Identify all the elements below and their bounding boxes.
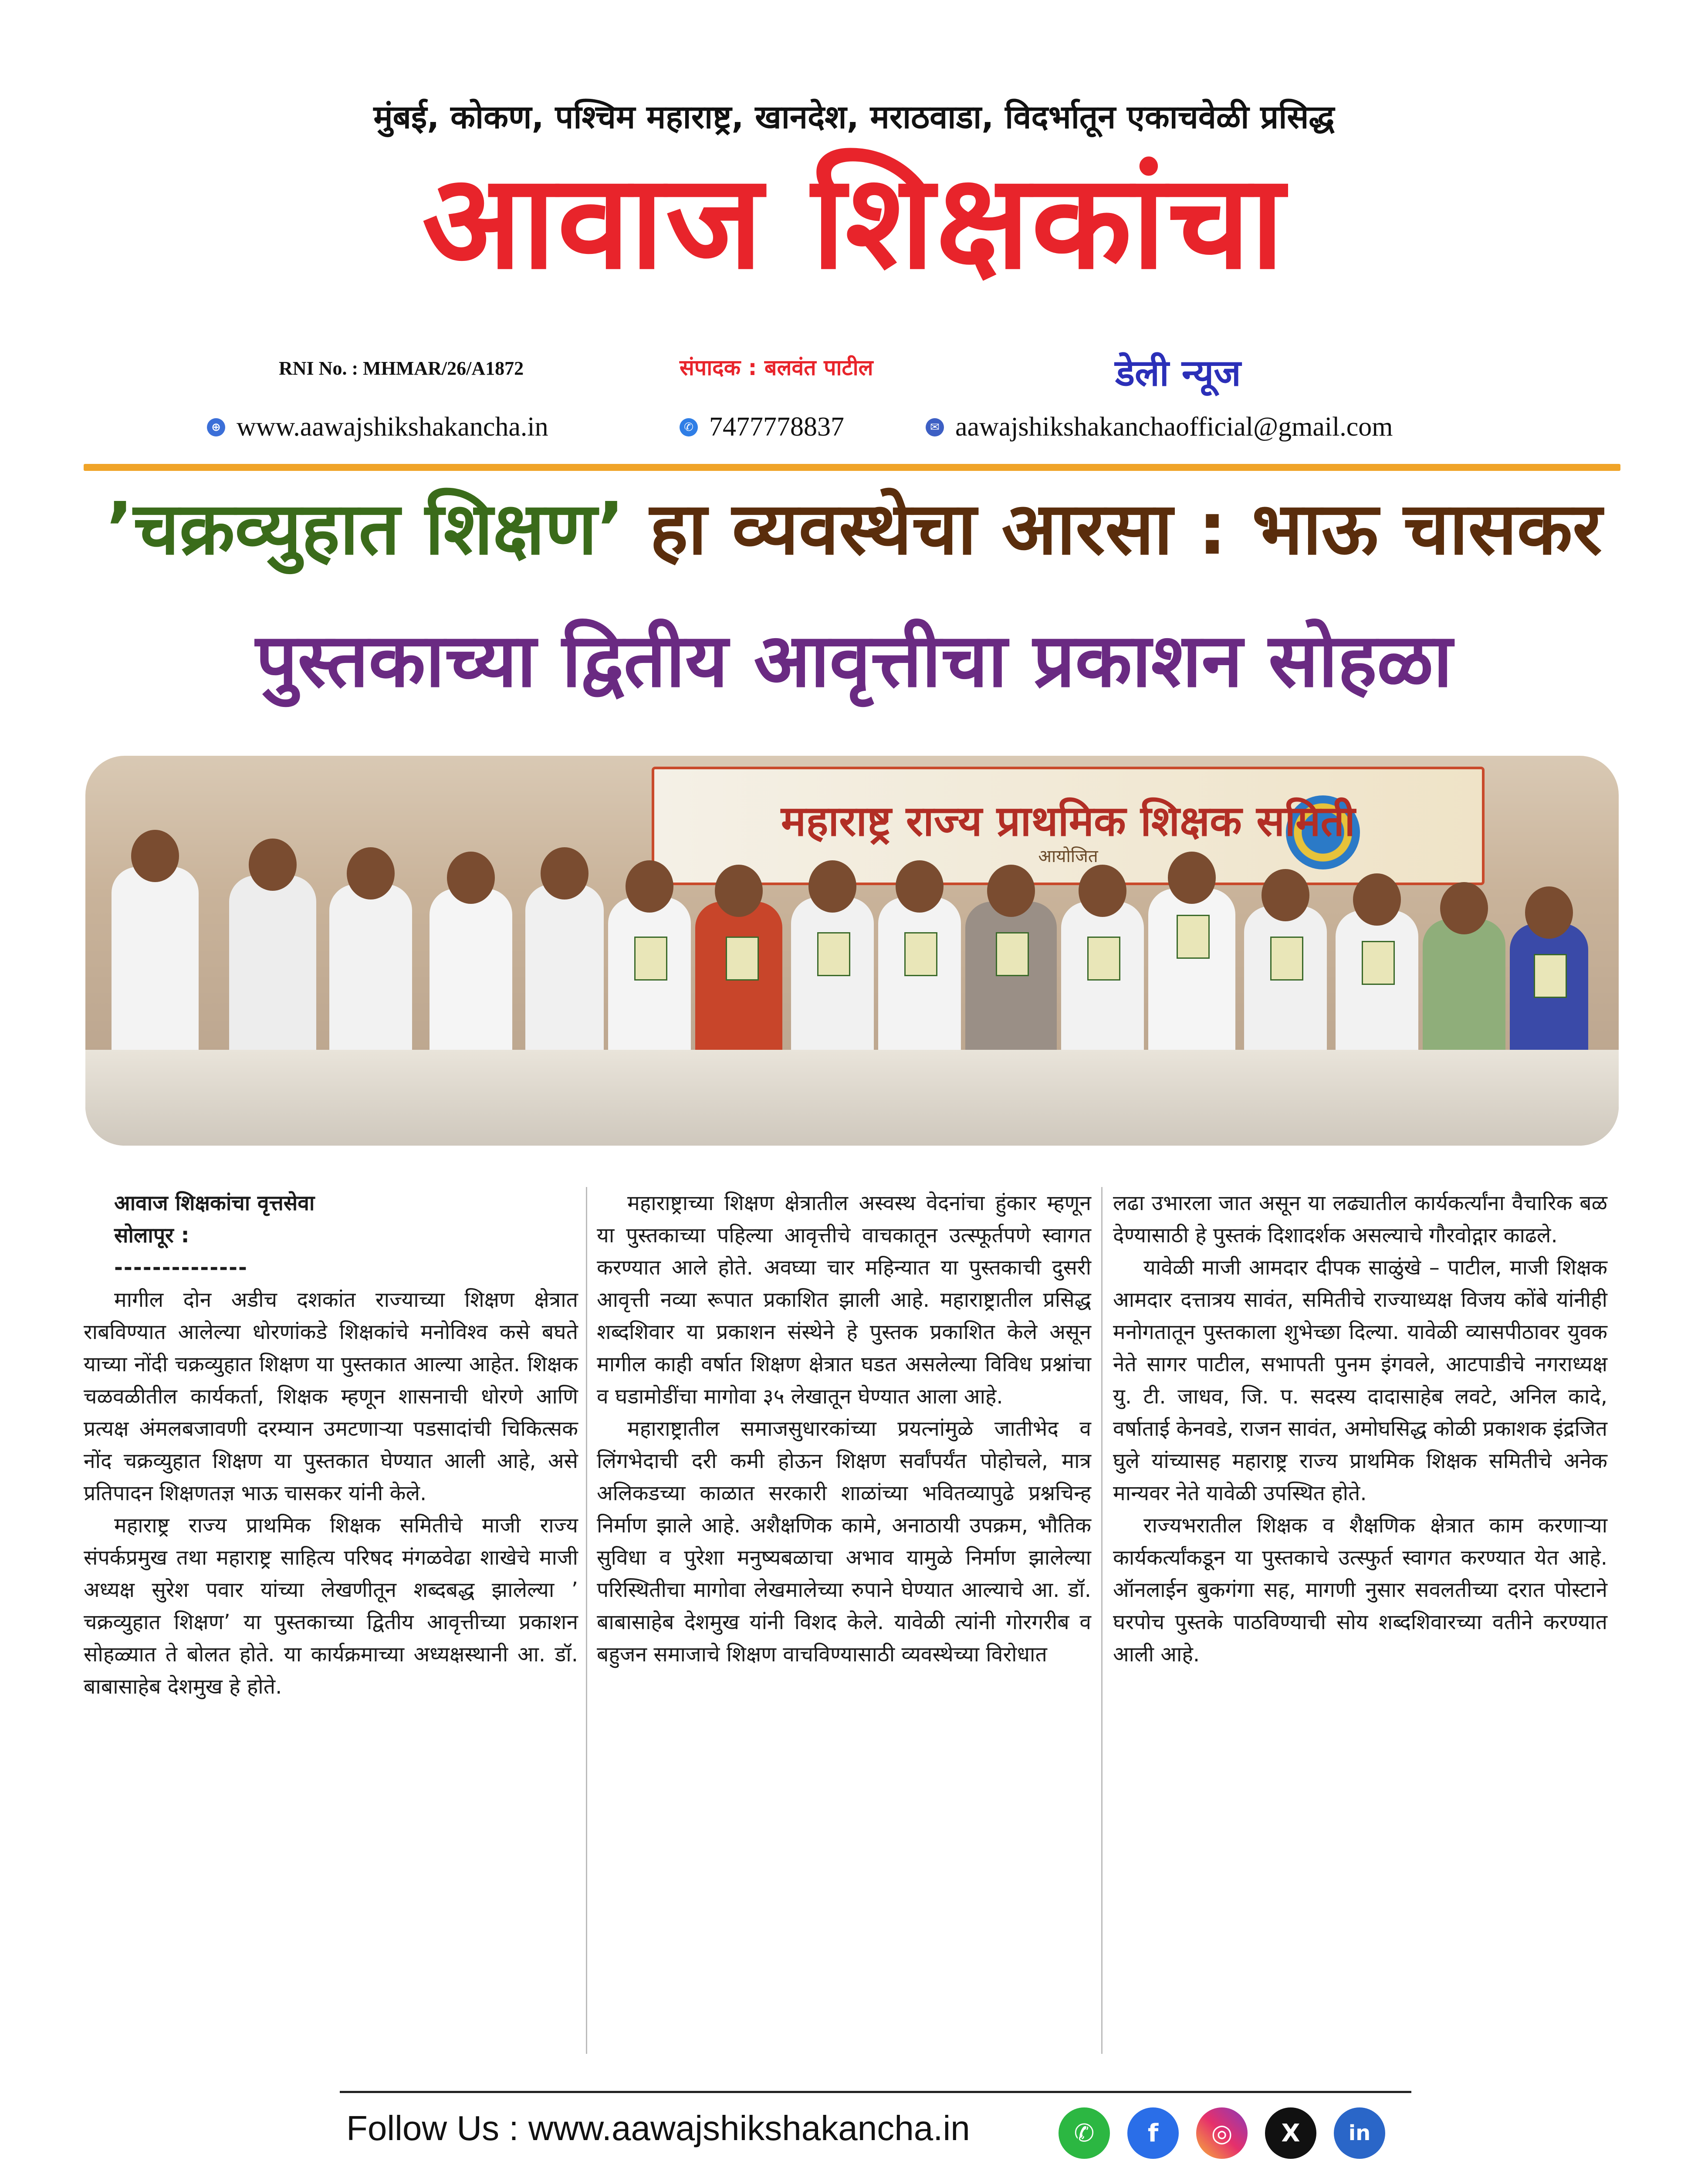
- main-headline: [0, 488, 1708, 571]
- masthead-divider: [84, 464, 1620, 471]
- article-paragraph: लढा उभारला जात असून या लढ्यातील कार्यकर्त्यांना वैचारिक बळ देण्यासाठी हे पुस्तकं दिशादर्शक असल्याचे गौरवोद्गार काढले.: [1113, 1191, 1607, 1248]
- regions-line: मुंबई, कोकण, पश्चिम महाराष्ट्र, खानदेश, मराठवाडा, विदर्भातून एकाचवेळी प्रसिद्ध: [373, 98, 1335, 136]
- rni-number: RNI No. : MHMAR/26/A1872: [279, 358, 524, 379]
- newspaper-title: आवाज शिक्षकांचा: [422, 146, 1286, 298]
- email-icon: ✉: [926, 418, 944, 436]
- follow-us-link[interactable]: Follow Us : www.aawajshikshakancha.in: [346, 2109, 970, 2148]
- whatsapp-icon[interactable]: ✆: [1059, 2107, 1110, 2159]
- banner-title: महाराष्ट्र राज्य प्राथमिक शिक्षक समिती: [781, 797, 1356, 845]
- headline-book-title: ’चक्रव्युहात शिक्षण’: [106, 487, 625, 571]
- banner-subtitle: आयोजित: [1038, 846, 1098, 866]
- editor-credit: संपादक : बलवंत पाटील: [680, 355, 873, 380]
- event-photo: [85, 756, 1619, 1146]
- sub-headline: पुस्तकाच्या द्वितीय आवृत्तीचा प्रकाशन सोहळा: [255, 618, 1453, 704]
- headline-rest: हा व्यवस्थेचा आरसा : भाऊ चासकर: [624, 487, 1602, 571]
- article-column-1: [84, 1187, 578, 1703]
- column-divider: [586, 1187, 587, 2054]
- contact-website[interactable]: [207, 412, 548, 443]
- email-text[interactable]: aawajshikshakanchaofficial@gmail.com: [955, 412, 1393, 442]
- x-icon[interactable]: X: [1265, 2107, 1316, 2159]
- article-column-3: [1113, 1187, 1607, 1671]
- article-paragraph: यावेळी माजी आमदार दीपक साळुंखे – पाटील, माजी शिक्षक आमदार दत्तात्रय सावंत, समितीचे राज्याध्यक्ष विजय कोंबे यांनीही मनोगतातून पुस्तकाला शुभेच्छा दिल्या. यावेळी व्यासपीठावर युवक नेते सागर पाटील, सभापती पुनम इंगवले, आटपाडीचे नगराध्यक्ष यु. टी. जाधव, जि. प. सदस्य दादासाहेब लवटे, अनिल कादे, वर्षाताई केनवडे, राजन सावंत, अमोघसिद्ध कोळी प्रकाशक इंद्रजित घुले यांच्यासह महाराष्ट्र राज्य प्राथमिक शिक्षक समितीचे अनेक मान्यवर नेते यावेळी उपस्थित होते.: [1113, 1255, 1607, 1505]
- linkedin-icon[interactable]: in: [1334, 2107, 1385, 2159]
- article-column-2: [597, 1187, 1091, 1671]
- article-paragraph: महाराष्ट्राच्या शिक्षण क्षेत्रातील अस्वस्थ वेदनांचा हुंकार म्हणून या पुस्तकाच्या पहिल्या आवृत्तीचे वाचकातून उत्स्फूर्तपणे स्वागत करण्यात आले होते. अवघ्या चार महिन्यात या पुस्तकाची दुसरी आवृत्ती नव्या रूपात प्रकाशित झाली आहे. महाराष्ट्रातील प्रसिद्ध शब्दशिवार या प्रकाशन संस्थेने हे पुस्तक प्रकाशित केले असून मागील काही वर्षात शिक्षण क्षेत्रात घडत असलेल्या विविध प्रश्नांचा व घडामोडींचा मागोवा ३५ लेखातून घेण्यात आला आहे.: [597, 1191, 1091, 1409]
- article-byline: आवाज शिक्षकांचा वृत्तसेवा: [114, 1191, 315, 1215]
- instagram-icon[interactable]: ◎: [1196, 2107, 1248, 2159]
- phone-icon: ✆: [680, 418, 698, 436]
- article-divider: --------------: [114, 1255, 248, 1280]
- article-paragraph: राज्यभरातील शिक्षक व शैक्षणिक क्षेत्रात काम करणाऱ्या कार्यकर्त्यांकडून या पुस्तकाचे उत्स्फुर्त स्वागत करण्यात येत आहे. ऑनलाईन बुकगंगा सह, मागणी नुसार सवलतीच्या दरात पोस्टाने घरपोच पुस्तके पाठविण्याची सोय शब्दशिवारच्या वतीने करण्यात आली आहे.: [1113, 1513, 1607, 1667]
- article-paragraph: महाराष्ट्र राज्य प्राथमिक शिक्षक समितीचे माजी राज्य संपर्कप्रमुख तथा महाराष्ट्र साहित्य परिषद मंगळवेढा शाखेचे माजी अध्यक्ष सुरेश पवार यांच्या लेखणीतून शब्दबद्ध झालेल्या ’ चक्रव्युहात शिक्षण’ या पुस्तकाच्या द्वितीय आवृत्तीच्या प्रकाशन सोहळ्यात ते बोलत होते. या कार्यक्रमाच्या अध्यक्षस्थानी आ. डॉ. बाबासाहेब देशमुख हे होते.: [84, 1513, 578, 1699]
- stage-table: [85, 1050, 1619, 1146]
- article-paragraph: मागील दोन अडीच दशकांत राज्याच्या शिक्षण क्षेत्रात राबविण्यात आलेल्या धोरणांकडे शिक्षकांचे मनोविश्व कसे बघते याच्या नोंदी चक्रव्युहात शिक्षण या पुस्तकात आल्या आहेत. शिक्षक चळवळीतील कार्यकर्ता, शिक्षक म्हणून शासनाची धोरणे आणि प्रत्यक्ष अंमलबजावणी दरम्यान उमटणाऱ्या पडसादांची चिकित्सक नोंद चक्रव्युहात शिक्षण या पुस्तकात घेण्यात आली आहे, असे प्रतिपादन शिक्षणतज्ञ भाऊ चासकर यांनी केले.: [84, 1288, 578, 1505]
- column-divider: [1101, 1187, 1103, 2054]
- article-paragraph: महाराष्ट्रातील समाजसुधारकांच्या प्रयत्नांमुळे जातीभेद व लिंगभेदाची दरी कमी होऊन शिक्षण सर्वांपर्यंत पोहोचले, मात्र अलिकडच्या काळात सरकारी शाळांच्या भवितव्यापुढे प्रश्नचिन्ह निर्माण झाले आहे. अशैक्षणिक कामे, अनाठायी उपक्रम, भौतिक सुविधा व पुरेशा मनुष्यबळाचा अभाव यामुळे निर्माण झालेल्या परिस्थितीचा मागोवा लेखमालेच्या रुपाने घेण्यात आल्याचे आ. डॉ. बाबासाहेब देशमुख यांनी विशद केले. यावेळी त्यांनी गोरगरीब व बहुजन समाजाचे शिक्षण वाचविण्यासाठी व्यवस्थेच्या विरोधात: [597, 1417, 1091, 1667]
- phone-text[interactable]: 7477778837: [709, 412, 844, 442]
- article-dateline: सोलापूर :: [114, 1223, 189, 1248]
- contact-phone[interactable]: [680, 412, 844, 443]
- edition-label: डेली न्यूज: [1115, 352, 1241, 394]
- contact-email[interactable]: [926, 412, 1393, 443]
- globe-icon: ⊕: [207, 418, 225, 436]
- footer-rule-top: [340, 2091, 1411, 2093]
- facebook-icon[interactable]: f: [1127, 2107, 1179, 2159]
- website-text[interactable]: www.aawajshikshakancha.in: [237, 412, 548, 442]
